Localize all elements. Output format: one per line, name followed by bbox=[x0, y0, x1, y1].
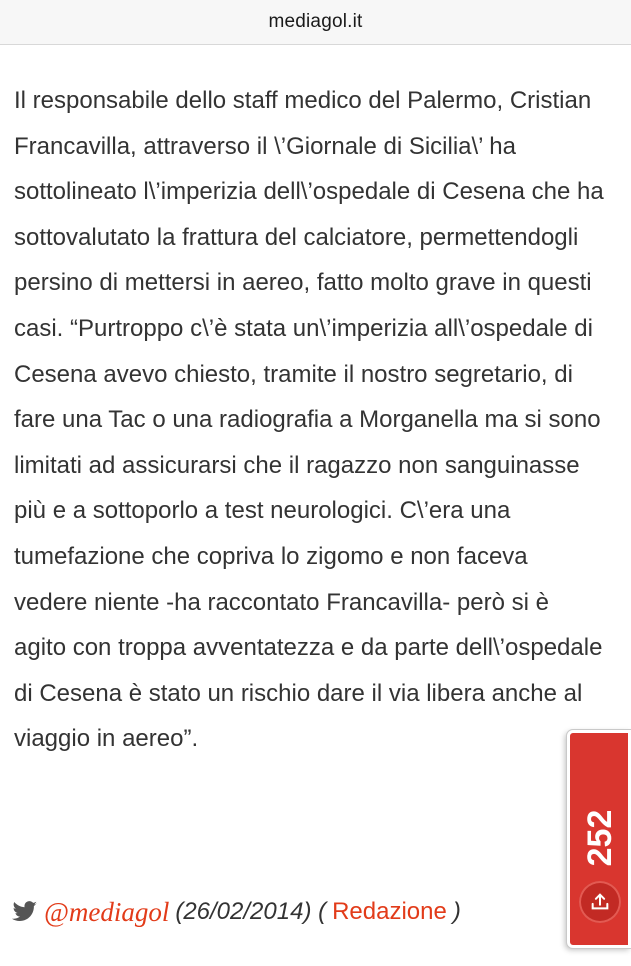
share-icon bbox=[589, 891, 611, 913]
article-footer bbox=[12, 890, 461, 934]
twitter-bird-icon bbox=[12, 901, 38, 923]
article-text: Il responsabile dello staff medico del Palermo, Cristian Francavilla, attraverso il \’Giornale di Sicilia\’ ha sottolineato l\’imperizia dell\’ospedale di Cesena che ha sottovalutato la frattura del calciatore, permettendogli persino di mettersi in aereo, fatto molto grave in questi casi. “Purtroppo c\’è stata un\’imperizia all\’ospedale di Cesena avevo chiesto, tramite il nostro segretario, di fare una Tac o una radiografia a Morganella ma si sono limitati ad assicurarsi che il ragazzo non sanguinasse più e a sottoporlo a test neurologici. C\’era una tumefazione che copriva lo zigomo e non faceva vedere niente -ha raccontato Francavilla- però si è agito con troppa avventatezza e da parte dell\’ospedale di Cesena è stato un rischio dare il via libera anche al viaggio in aereo”. bbox=[14, 87, 604, 753]
site-domain: mediagol.it bbox=[268, 11, 363, 32]
article-body bbox=[14, 78, 604, 762]
publish-date: (26/02/2014) ( bbox=[175, 898, 327, 925]
footer-close-paren: ) bbox=[452, 898, 461, 925]
share-count: 252 bbox=[580, 809, 619, 867]
share-button[interactable] bbox=[579, 881, 621, 923]
twitter-handle-link[interactable]: @mediagol bbox=[44, 896, 170, 927]
browser-address-bar[interactable] bbox=[0, 0, 631, 45]
author-link[interactable]: Redazione bbox=[332, 898, 447, 925]
share-widget[interactable] bbox=[567, 730, 631, 948]
